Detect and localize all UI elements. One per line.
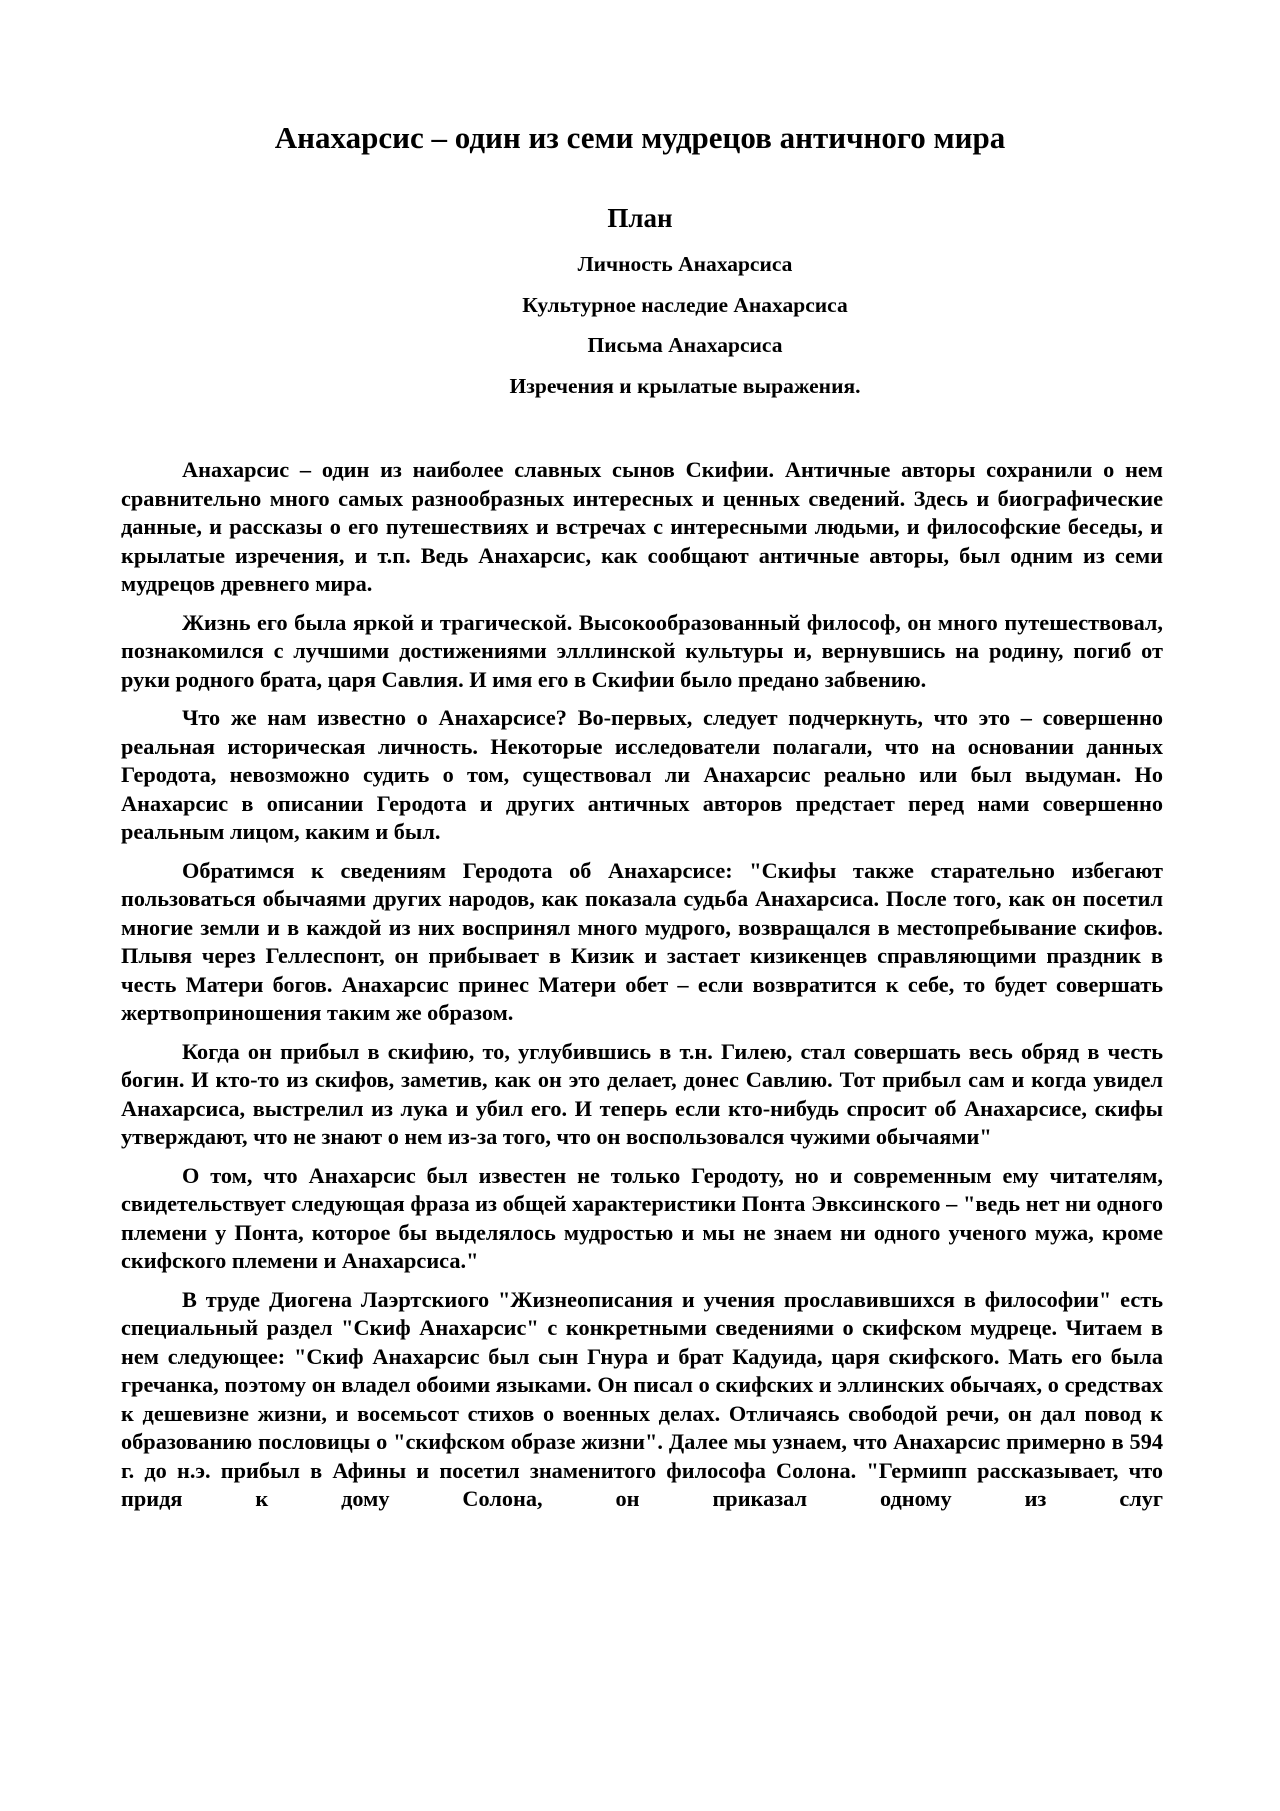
paragraph: Жизнь его была яркой и трагической. Высокообразованный философ, он много путешествовал, познакомился с лучшими достижениями элллинской культуры и, вернувшись на родину, погиб от руки родного брата, царя Савлия. И имя его в Скифии было предано забвению.	[121, 609, 1163, 692]
paragraph: Что же нам известно о Анахарсисе? Во-первых, следует подчеркнуть, что это – совершенно реальная историческая личность. Некоторые исследователи полагали, что на основании данных Геродота, невозможно судить о том, существовал ли Анахарсис реально или был выдуман. Но Анахарсис в описании Геродота и других античных авторов предстает перед нами совершенно реальным лицом, каким и был.	[121, 705, 1163, 844]
plan-item: Письма Анахарсиса	[587, 333, 783, 357]
paragraph: Когда он прибыл в скифию, то, углубившись в т.н. Гилею, стал совершать весь обряд в честь богин. И кто-то из скифов, заметив, как он это делает, донес Савлию. Тот прибыл сам и когда увидел Анахарсиса, выстрелил из лука и убил его. И теперь если кто-нибудь спросит об Анахарсисе, скифы утверждают, что не знают о нем из-за того, что он воспользовался чужими обычаями"	[121, 1038, 1163, 1149]
paragraph: О том, что Анахарсис был известен не только Геродоту, но и современным ему читателям, свидетельствует следующая фраза из общей характеристики Понта Эвксинского – "ведь нет ни одного племени у Понта, которое бы выделялось мудростью и мы не знаем ни одного ученого мужа, кроме скифского племени и Анахарсиса."	[121, 1162, 1163, 1273]
plan-item: Личность Анахарсиса	[577, 252, 793, 276]
plan-heading: План	[607, 203, 673, 233]
paragraph: Анахарсис – один из наиболее славных сынов Скифии. Античные авторы сохранили о нем сравнительно много самых разнообразных интересных и ценных сведений. Здесь и биографические данные, и рассказы о его путешествиях и встречах с интересными людьми, и философские беседы, и крылатые изречения, и т.п. Ведь Анахарсис, как сообщают античные авторы, был одним из семи мудрецов древнего мира.	[121, 457, 1163, 596]
document-title: Анахарсис – один из семи мудрецов античного мира	[274, 120, 1006, 155]
plan-list	[0, 249, 1280, 411]
plan-item: Культурное наследие Анахарсиса	[522, 292, 848, 317]
paragraph: Обратимся к сведениям Геродота об Анахарсисе: "Скифы также старательно избегают пользоваться обычаями других народов, как показала судьба Анахарсиса. После того, как он посетил многие земли и в каждой из них воспринял много мудрого, возвращался в местопребывание скифов. Плывя через Геллеспонт, он прибывает в Кизик и застает кизикенцев справляющими праздник в честь Матери богов. Анахарсис принес Матери обет – если возвратится к себе, то будет совершать жертвоприношения таким же образом.	[121, 857, 1163, 1025]
plan-item: Изречения и крылатые выражения.	[509, 373, 861, 398]
body-text	[121, 456, 1163, 1524]
paragraph: В труде Диогена Лаэртскиого "Жизнеописания и учения прославившихся в философии" есть специальный раздел "Скиф Анахарсис" с конкретными сведениями о скифском мудреце. Читаем в нем следующее: "Скиф Анахарсис был сын Гнура и брат Кадуида, царя скифского. Мать его была гречанка, поэтому он владел обоими языками. Он писал о скифских и эллинских обычаях, о средствах к дешевизне жизни, и восемьсот стихов о военных делах. Отличаясь свободой речи, он дал повод к образованию пословицы о "скифском образе жизни". Далее мы узнаем, что Анахарсис примерно в 594 г. до н.э. прибыл в Афины и посетил знаменитого философа Солона. "Гермипп рассказывает, что придя к дому Солона, он приказал одному из слуг	[121, 1286, 1163, 1511]
